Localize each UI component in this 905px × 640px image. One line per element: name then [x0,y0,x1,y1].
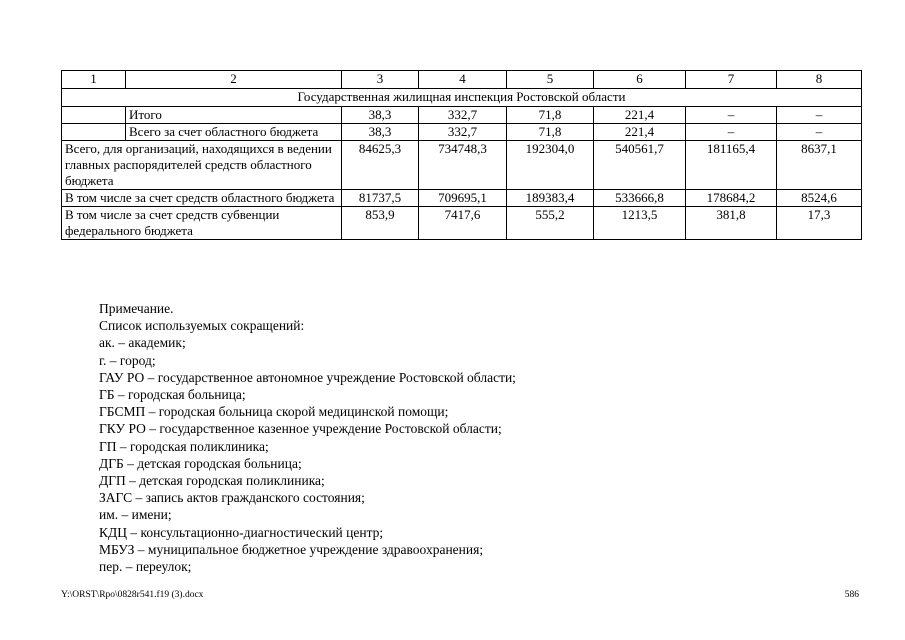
table-row [62,124,862,141]
column-header: 6 [594,71,686,89]
empty-cell [62,107,126,124]
row-label: Итого [126,107,342,124]
column-number-row [62,71,862,89]
abbreviation-item: ГП – городская поликлиника; [99,438,269,454]
abbreviation-item: ДГП – детская городская поликлиника; [99,473,325,489]
column-header: 3 [342,71,419,89]
abbreviation-item: им. – имени; [99,507,172,523]
abbreviation-item: ак. – академик; [99,335,186,351]
row-label: В том числе за счет средств областного бюджета [62,190,342,207]
value-cell: 332,7 [419,107,507,124]
notes-section [99,300,516,575]
value-cell: – [686,124,777,141]
value-cell: 381,8 [686,207,777,240]
notes-title: Примечание. [99,301,174,316]
table-row [62,190,862,207]
value-cell: – [777,107,862,124]
page-number: 586 [844,590,859,600]
notes-subtitle: Список используемых сокращений: [99,318,305,334]
value-cell: 8524,6 [777,190,862,207]
value-cell: 189383,4 [507,190,594,207]
row-label: Всего за счет областного бюджета [126,124,342,141]
value-cell: 181165,4 [686,141,777,190]
value-cell: – [686,107,777,124]
budget-table [61,70,862,240]
section-title: Государственная жилищная инспекция Ростовской области [62,89,862,107]
column-header: 5 [507,71,594,89]
table-row [62,107,862,124]
value-cell: 71,8 [507,107,594,124]
abbreviation-item: ГБ – городская больница; [99,387,246,403]
column-header: 4 [419,71,507,89]
abbreviation-item: ГКУ РО – государственное казенное учреждение Ростовской области; [99,421,502,437]
table-row [62,207,862,240]
value-cell: 71,8 [507,124,594,141]
value-cell: 853,9 [342,207,419,240]
row-label: Всего, для организаций, находящихся в ведении главных распорядителей средств областного бюджета [62,141,342,190]
abbreviation-item: МБУЗ – муниципальное бюджетное учреждение здравоохранения; [99,541,484,557]
value-cell: 81737,5 [342,190,419,207]
value-cell: – [777,124,862,141]
column-header: 1 [62,71,126,89]
value-cell: 178684,2 [686,190,777,207]
column-header: 8 [777,71,862,89]
table-row [62,141,862,190]
value-cell: 84625,3 [342,141,419,190]
value-cell: 332,7 [419,124,507,141]
abbreviation-item: КДЦ – консультационно-диагностический центр; [99,524,384,540]
abbreviation-item: г. – город; [99,352,156,368]
empty-cell [62,124,126,141]
value-cell: 709695,1 [419,190,507,207]
value-cell: 38,3 [342,107,419,124]
value-cell: 17,3 [777,207,862,240]
footer-file-path: Y:\ORST\Rpo\0828r541.f19 (3).docx [61,590,204,600]
value-cell: 221,4 [594,107,686,124]
value-cell: 555,2 [507,207,594,240]
value-cell: 1213,5 [594,207,686,240]
column-header: 7 [686,71,777,89]
value-cell: 533666,8 [594,190,686,207]
value-cell: 192304,0 [507,141,594,190]
section-title-row [62,89,862,107]
abbreviation-item: ГБСМП – городская больница скорой медицинской помощи; [99,404,449,420]
value-cell: 38,3 [342,124,419,141]
abbreviation-item: ГАУ РО – государственное автономное учреждение Ростовской области; [99,369,516,385]
value-cell: 7417,6 [419,207,507,240]
value-cell: 221,4 [594,124,686,141]
abbreviation-item: ДГБ – детская городская больница; [99,455,302,471]
value-cell: 734748,3 [419,141,507,190]
value-cell: 8637,1 [777,141,862,190]
abbreviation-item: пер. – переулок; [99,559,192,575]
column-header: 2 [126,71,342,89]
value-cell: 540561,7 [594,141,686,190]
row-label: В том числе за счет средств субвенции федерального бюджета [62,207,342,240]
abbreviation-item: ЗАГС – запись актов гражданского состояния; [99,490,365,506]
